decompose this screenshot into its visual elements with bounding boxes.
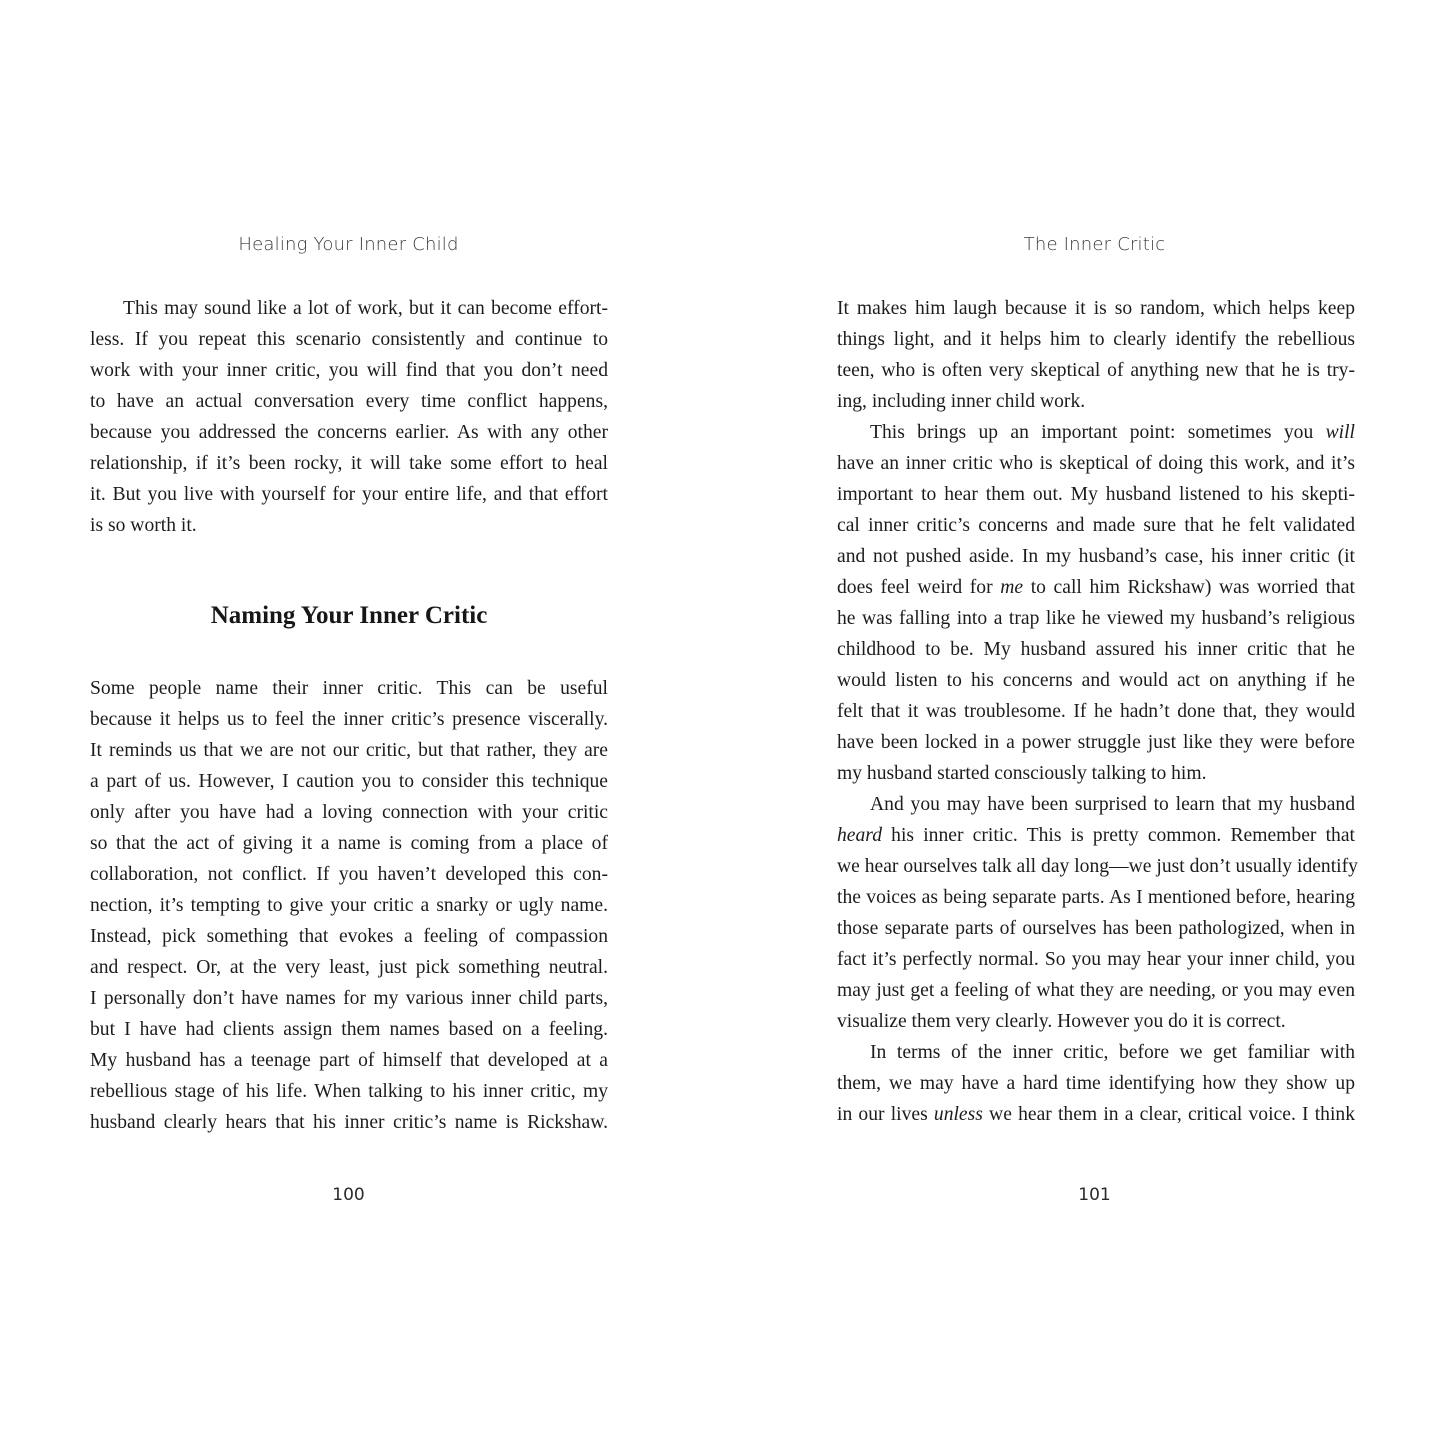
text-line: so that the act of giving it a name is coming from a place of <box>90 833 608 854</box>
paragraph-inner-critic-terms <box>837 1037 1355 1130</box>
text-run: we hear them in a clear, critical voice. I think <box>982 1104 1355 1125</box>
right-page <box>722 0 1444 1445</box>
text-run: in our lives <box>837 1104 934 1125</box>
running-head-right: The Inner Critic <box>1023 234 1166 255</box>
emphasis: heard <box>837 825 882 846</box>
text-line: but I have had clients assign them names based on a feeling. <box>90 1019 608 1040</box>
emphasis: will <box>1325 422 1355 443</box>
page-number-left: 100 <box>332 1185 365 1205</box>
right-text-block <box>837 293 1358 1130</box>
paragraph-important-point <box>837 417 1355 789</box>
text-line: it. But you live with yourself for your entire life, and that effort <box>90 484 608 505</box>
text-line: And you may have been surprised to learn that my husband <box>870 794 1355 815</box>
text-run: to call him Rickshaw) was worried that <box>1023 577 1355 598</box>
text-line: I personally don’t have names for my various inner child parts, <box>90 988 608 1009</box>
emphasis: unless <box>933 1104 983 1125</box>
text-line: nection, it’s tempting to give your critic a snarky or ugly name. <box>90 895 608 916</box>
paragraph-naming <box>90 673 608 1138</box>
text-line: It reminds us that we are not our critic, but that rather, they are <box>90 740 608 761</box>
text-line: My husband has a teenage part of himself that developed at a <box>90 1050 608 1071</box>
text-line: felt that it was troublesome. If he hadn’t done that, they would <box>837 701 1355 722</box>
text-line: my husband started consciously talking to him. <box>837 763 1207 784</box>
text-line: is so worth it. <box>90 515 197 536</box>
text-line: things light, and it helps him to clearly identify the rebellious <box>837 329 1355 350</box>
text-line: would listen to his concerns and would act on anything if he <box>837 670 1355 691</box>
text-line: have been locked in a power struggle just like they were before <box>837 732 1355 753</box>
text-line: the voices as being separate parts. As I mentioned before, hearing <box>837 887 1355 908</box>
text-line: This may sound like a lot of work, but it can become effort- <box>123 298 608 319</box>
text-line: Instead, pick something that evokes a feeling of compassion <box>90 926 608 947</box>
text-line: only after you have had a loving connection with your critic <box>90 802 608 823</box>
left-page <box>0 0 722 1445</box>
text-line <box>837 1099 1355 1130</box>
text-line: have an inner critic who is skeptical of doing this work, and it’s <box>837 453 1355 474</box>
paragraph-effortless <box>90 293 608 541</box>
text-line: It makes him laugh because it is so random, which helps keep <box>837 298 1355 319</box>
left-text-block <box>90 293 608 1138</box>
text-line: husband clearly hears that his inner critic’s name is Rickshaw. <box>90 1112 608 1133</box>
text-line: to have an actual conversation every time conflict happens, <box>90 391 608 412</box>
paragraph-rickshaw-continued <box>837 293 1355 417</box>
text-line: childhood to be. My husband assured his inner critic that he <box>837 639 1355 660</box>
text-line: may just get a feeling of what they are needing, or you may even <box>837 980 1355 1001</box>
text-line: he was falling into a trap like he viewed my husband’s religious <box>837 608 1355 629</box>
text-line <box>837 417 1355 448</box>
text-line: and not pushed aside. In my husband’s case, his inner critic (it <box>837 546 1355 567</box>
spacer <box>90 541 608 584</box>
text-line: fact it’s perfectly normal. So you may hear your inner child, you <box>837 949 1355 970</box>
text-line <box>837 820 1355 851</box>
text-run: This brings up an important point: sometimes you <box>870 422 1326 443</box>
text-line: because you addressed the concerns earlier. As with any other <box>90 422 608 443</box>
text-line <box>837 572 1355 603</box>
section-heading: Naming Your Inner Critic <box>210 602 488 629</box>
text-line: visualize them very clearly. However you do it is correct. <box>837 1011 1286 1032</box>
text-line: relationship, if it’s been rocky, it will take some effort to heal <box>90 453 608 474</box>
text-line: we hear ourselves talk all day long—we just don’t usually identify <box>837 856 1358 877</box>
emphasis: me <box>1000 577 1024 598</box>
paragraph-heard <box>837 789 1358 1037</box>
text-line: Some people name their inner critic. This can be useful <box>90 678 608 699</box>
text-line: important to hear them out. My husband listened to his skepti- <box>837 484 1355 505</box>
text-line: because it helps us to feel the inner critic’s presence viscerally. <box>90 709 608 730</box>
text-line: In terms of the inner critic, before we get familiar with <box>870 1042 1355 1063</box>
text-line: teen, who is often very skeptical of anything new that he is try- <box>837 360 1355 381</box>
text-line: those separate parts of ourselves has been pathologized, when in <box>837 918 1355 939</box>
text-line: them, we may have a hard time identifying how they show up <box>837 1073 1355 1094</box>
text-line: less. If you repeat this scenario consistently and continue to <box>90 329 608 350</box>
text-line: work with your inner critic, you will find that you don’t need <box>90 360 608 381</box>
text-run: his inner critic. This is pretty common. Remember that <box>882 825 1355 846</box>
text-line: rebellious stage of his life. When talking to his inner critic, my <box>90 1081 608 1102</box>
text-line: a part of us. However, I caution you to consider this technique <box>90 771 608 792</box>
page-number-right: 101 <box>1078 1185 1111 1205</box>
spacer <box>90 648 608 673</box>
text-line: collaboration, not conflict. If you haven’t developed this con- <box>90 864 608 885</box>
text-run: does feel weird for <box>837 577 1001 598</box>
text-line: ing, including inner child work. <box>837 391 1086 412</box>
running-head-left: Healing Your Inner Child <box>238 234 459 255</box>
text-line: and respect. Or, at the very least, just pick something neutral. <box>90 957 608 978</box>
text-line: cal inner critic’s concerns and made sure that he felt validated <box>837 515 1355 536</box>
